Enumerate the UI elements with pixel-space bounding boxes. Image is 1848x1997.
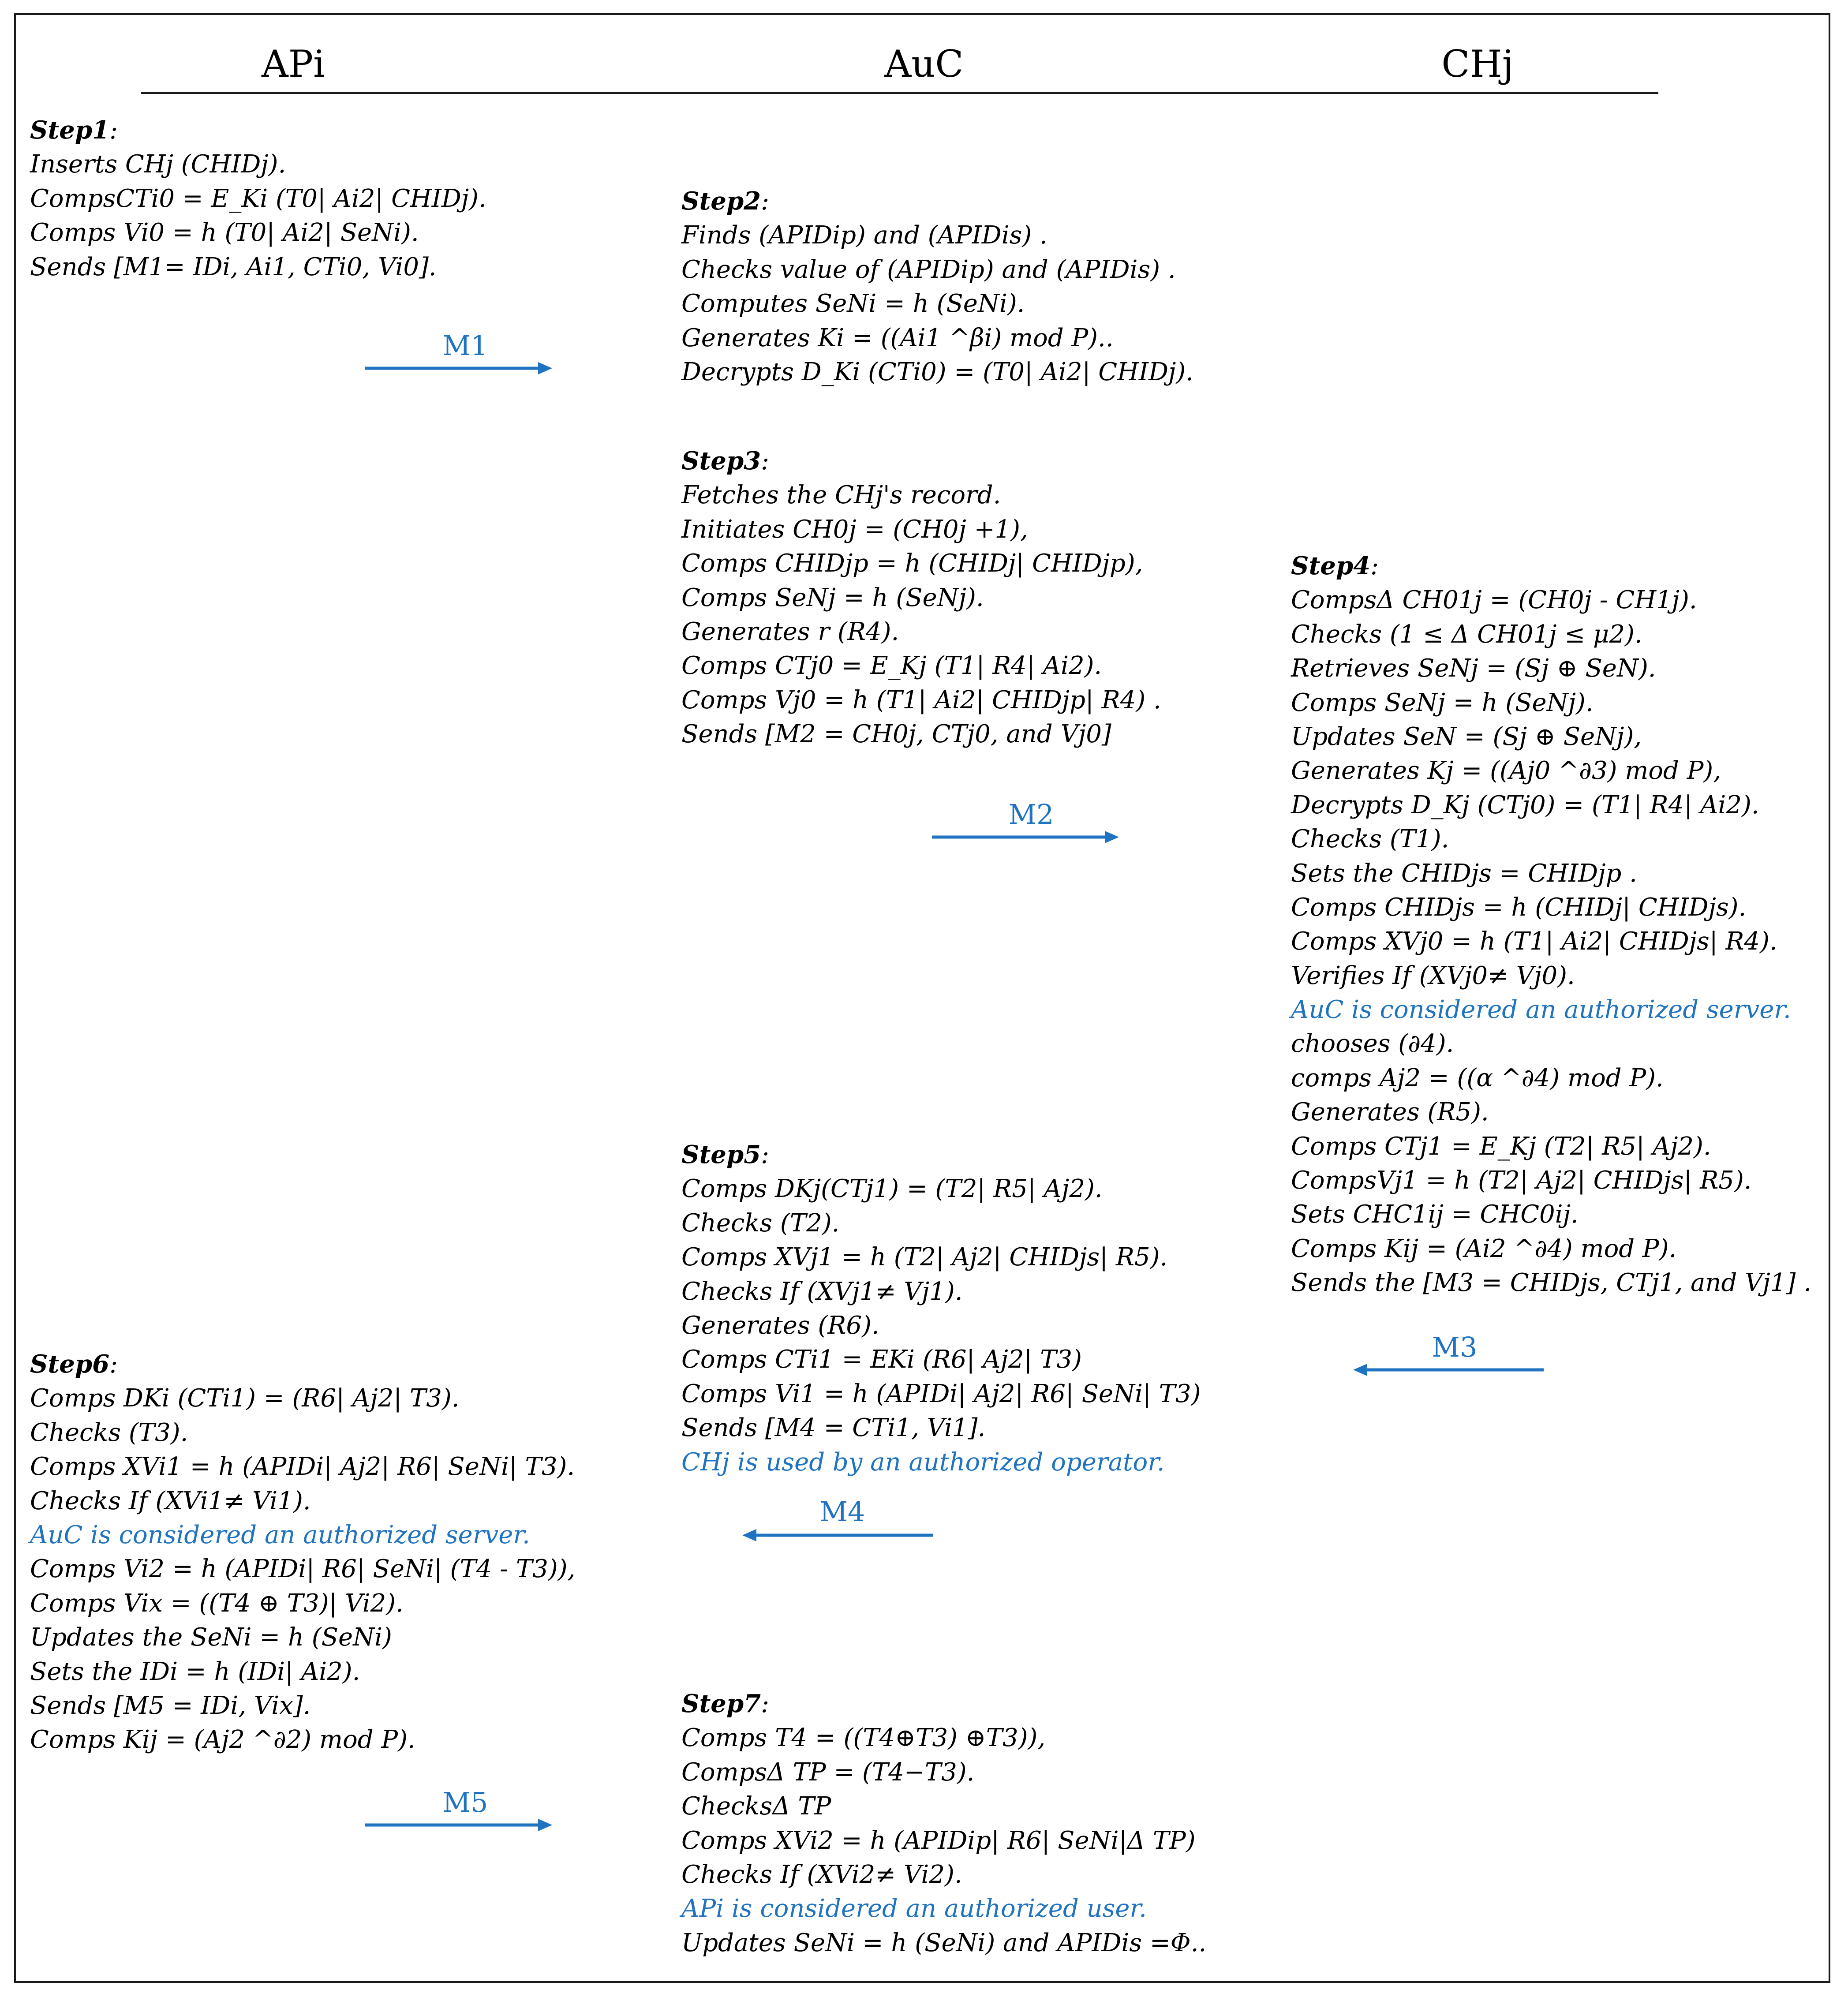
step3-line: Generates r (R4). [681,617,899,646]
step7-line: APi is considered an authorized user. [681,1894,1147,1923]
step4-line: comps Aj2 = ((α ^∂4) mod P). [1291,1063,1664,1092]
step2-line: Finds (APIDip) and (APIDis) . [681,221,1047,250]
step6-line: Comps Vi2 = h (APIDi| R6| SeNi| (T4 - T3)), [30,1555,576,1584]
step4-line: Generates (R5). [1291,1098,1489,1127]
step5-line: Comps XVj1 = h (T2| Aj2| CHIDjs| R5). [681,1243,1168,1272]
step6-line: Updates the SeNi = h (SeNi) [30,1623,392,1652]
step4-line: Sends the [M3 = CHIDjs, CTj1, and Vj1] . [1291,1268,1811,1298]
step4-line: Sets CHC1ij = CHC0ij. [1291,1200,1579,1229]
header-chj: CHj [1441,42,1514,86]
step1-title: Step1: [30,116,118,145]
step6-line: Comps Kij = (Aj2 ^∂2) mod P). [30,1725,415,1754]
step7-line: Checks If (XVi2≠ Vi2). [681,1860,962,1889]
step4-line: Checks (T1). [1291,825,1449,854]
step4-line: AuC is considered an authorized server. [1291,995,1791,1025]
message-label-m4: M4 [819,1496,865,1528]
step4-line: CompsVj1 = h (T2| Aj2| CHIDjs| R5). [1291,1166,1752,1195]
step5-line: Comps Vi1 = h (APIDi| Aj2| R6| SeNi| T3) [681,1379,1201,1408]
step6-line: Checks If (XVi1≠ Vi1). [30,1486,311,1515]
step4-line: CompsΔ CH01j = (CH0j - CH1j). [1291,586,1697,615]
step4-line: Comps SeNj = h (SeNj). [1291,688,1594,717]
step3-line: Comps SeNj = h (SeNj). [681,583,984,612]
step4-line: Comps Kij = (Ai2 ^∂4) mod P). [1291,1234,1677,1263]
message-arrow-m2 [928,828,1122,846]
step2-line: Computes SeNi = h (SeNi). [681,289,1025,318]
step7-title: Step7: [681,1689,769,1718]
message-label-m1: M1 [442,329,488,362]
step4-title-text: Step4 [1291,551,1371,580]
step7-line: ChecksΔ TP [681,1792,831,1821]
step2-line: Checks value of (APIDip) and (APIDis) . [681,255,1176,284]
step3-line: Comps CTj0 = E_Kj (T1| R4| Ai2). [681,651,1102,681]
message-arrow-m1 [362,359,556,377]
step2-title-text: Step2 [681,187,761,216]
step3-line: Fetches the CHj's record. [681,481,1001,510]
step1-line: Inserts CHj (CHIDj). [30,150,286,179]
message-label-m3: M3 [1432,1331,1478,1363]
step4-line: Comps XVj0 = h (T1| Ai2| CHIDjs| R4). [1291,927,1777,956]
header-auc: AuC [884,42,964,86]
step6-line: Sets the IDi = h (IDi| Ai2). [30,1657,360,1686]
step4-line: Updates SeN = (Sj ⊕ SeNj), [1291,722,1642,751]
step1-line: Sends [M1= IDi, Ai1, CTi0, Vi0]. [30,252,437,281]
step4-line: Checks (1 ≤ Δ CH01j ≤ μ2). [1291,620,1642,649]
step5-line: Sends [M4 = CTi1, Vi1]. [681,1414,986,1443]
step4-line: Verifies If (XVj0≠ Vj0). [1291,961,1575,990]
step7-line: Updates SeNi = h (SeNi) and APIDis =Φ.. [681,1928,1207,1957]
step2-line: Generates Ki = ((Ai1 ^βi) mod P).. [681,323,1114,352]
step7-title-text: Step7 [681,1689,761,1718]
step6-line: Checks (T3). [30,1418,188,1447]
step5-title: Step5: [681,1140,769,1169]
step4-line: Comps CHIDjs = h (CHIDj| CHIDjs). [1291,893,1747,922]
step6-line: Comps Vix = ((T4 ⊕ T3)| Vi2). [30,1589,404,1618]
step7-line: Comps XVi2 = h (APIDip| R6| SeNi|Δ TP) [681,1826,1196,1855]
step5-line: Checks (T2). [681,1208,840,1238]
step1-line: CompsCTi0 = E_Ki (T0| Ai2| CHIDj). [30,184,486,213]
step2-block [681,184,1193,389]
step1-block [30,113,486,284]
header-underline [141,92,1658,94]
step5-line: Generates (R6). [681,1311,879,1340]
step1-title-text: Step1 [30,116,110,145]
step4-block [1291,549,1811,1300]
step6-line: Sends [M5 = IDi, Vix]. [30,1691,311,1720]
step7-line: CompsΔ TP = (T4−T3). [681,1758,975,1787]
step6-title-text: Step6 [30,1350,110,1379]
step3-line: Sends [M2 = CH0j, CTj0, and Vj0] [681,720,1111,749]
step3-block [681,444,1161,752]
message-arrow-m4 [739,1526,935,1544]
step7-line: Comps T4 = ((T4⊕T3) ⊕T3)), [681,1724,1046,1753]
step7-block [681,1687,1206,1960]
step3-line: Initiates CH0j = (CH0j +1), [681,515,1028,544]
step5-line: CHj is used by an authorized operator. [681,1447,1165,1477]
step5-line: Comps CTi1 = EKi (R6| Aj2| T3) [681,1345,1082,1374]
step6-line: Comps XVi1 = h (APIDi| Aj2| R6| SeNi| T3). [30,1452,575,1481]
step6-block [30,1347,575,1757]
step3-title-text: Step3 [681,446,761,475]
step3-line: Comps Vj0 = h (T1| Ai2| CHIDjp| R4) . [681,685,1161,714]
step2-line: Decrypts D_Ki (CTi0) = (T0| Ai2| CHIDj). [681,357,1193,386]
step5-line: Checks If (XVj1≠ Vj1). [681,1277,963,1306]
step5-block [681,1138,1201,1479]
step5-line: Comps DKj(CTj1) = (T2| R5| Aj2). [681,1174,1103,1204]
step6-line: AuC is considered an authorized server. [30,1520,530,1549]
step4-line: Retrieves SeNj = (Sj ⊕ SeN). [1291,654,1656,683]
step4-line: chooses (∂4). [1291,1029,1454,1058]
step4-line: Comps CTj1 = E_Kj (T2| R5| Aj2). [1291,1132,1711,1161]
step6-title: Step6: [30,1350,118,1379]
step3-title: Step3: [681,446,769,475]
step4-line: Decrypts D_Kj (CTj0) = (T1| R4| Ai2). [1291,790,1759,819]
step1-line: Comps Vi0 = h (T0| Ai2| SeNi). [30,218,419,247]
step4-line: Generates Kj = ((Aj0 ^∂3) mod P), [1291,756,1721,785]
step4-line: Sets the CHIDjs = CHIDjp . [1291,859,1637,888]
step2-title: Step2: [681,187,769,216]
step3-line: Comps CHIDjp = h (CHIDj| CHIDjp), [681,549,1143,578]
message-arrow-m3 [1350,1361,1546,1379]
step6-line: Comps DKi (CTi1) = (R6| Aj2| T3). [30,1384,460,1413]
header-api: APi [261,42,325,86]
step5-title-text: Step5 [681,1140,761,1169]
step4-title: Step4: [1291,551,1379,580]
message-arrow-m5 [362,1816,556,1834]
message-label-m2: M2 [1008,798,1054,830]
message-label-m5: M5 [442,1786,488,1818]
